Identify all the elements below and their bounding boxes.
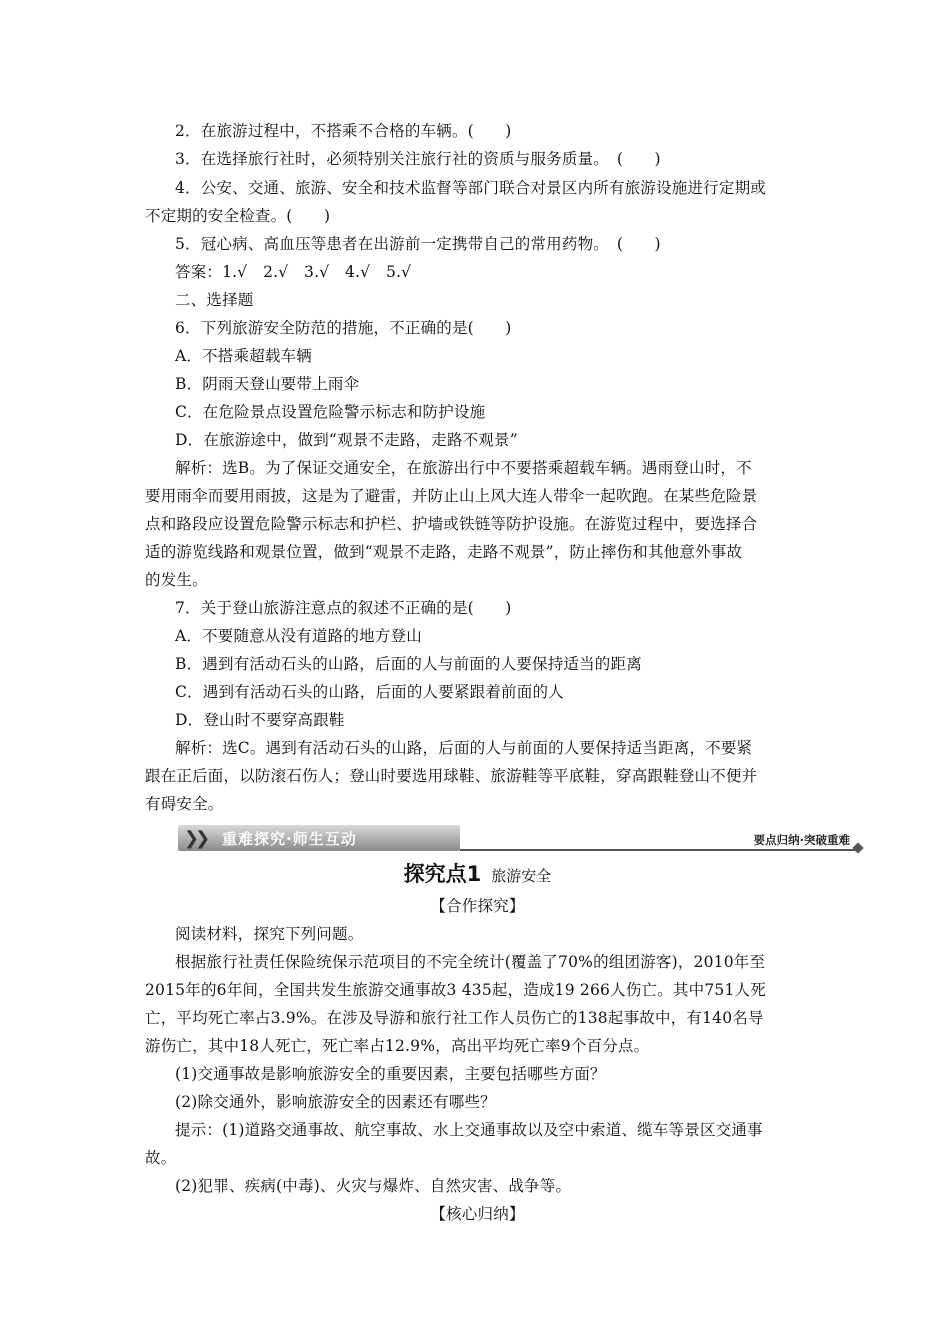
explore-point-title: 探究点1 xyxy=(403,862,482,886)
analysis-6-cont: 要用雨伞而要用雨披，这是为了避雷，并防止山上风大连人带伞一起吹跑。在某些危险景 xyxy=(145,487,758,505)
option-c: C．在危险景点设置危险警示标志和防护设施 xyxy=(175,403,486,421)
paragraph: 阅读材料，探究下列问题。 xyxy=(175,925,364,943)
hint: 提示：(1)道路交通事故、航空事故、水上交通事故以及空中索道、缆车等景区交通事 xyxy=(175,1121,763,1139)
analysis-6-cont: 适的游览线路和观景位置，做到“观景不走路，走路不观景”，防止摔伤和其他意外事故 xyxy=(145,543,743,561)
hint-2: (2)犯罪、疾病(中毒)、火灾与爆炸、自然灾害、战争等。 xyxy=(175,1177,572,1195)
answers: 答案：1.√ 2.√ 3.√ 4.√ 5.√ xyxy=(175,263,412,281)
section-banner xyxy=(178,822,868,854)
question-6: 6．下列旅游安全防范的措施，不正确的是( ) xyxy=(175,319,512,337)
option-a: A．不搭乘超载车辆 xyxy=(175,347,312,365)
coop-heading: 【合作探究】 xyxy=(430,897,525,915)
question-4: 4．公安、交通、旅游、安全和技术监督等部门联合对景区内所有旅游设施进行定期或 xyxy=(175,179,766,197)
question-1: (1)交通事故是影响旅游安全的重要因素，主要包括哪些方面？ xyxy=(175,1065,606,1083)
paragraph: 游伤亡，其中18人死亡，死亡率占12.9%，高出平均死亡率9个百分点。 xyxy=(145,1037,650,1055)
chevron-right-icon: ❯❯ xyxy=(184,828,207,849)
paragraph: 亡，平均死亡率占3.9%。在涉及导游和旅行社工作人员伤亡的138起事故中，有140名导 xyxy=(145,1009,764,1027)
option-a: A．不要随意从没有道路的地方登山 xyxy=(175,627,422,645)
paragraph: 2015年的6年间，全国共发生旅游交通事故3 435起，造成19 266人伤亡。其中751人死 xyxy=(145,981,766,999)
banner-tagline: 要点归纳·突破重难 xyxy=(753,833,850,847)
option-d: D．在旅游途中，做到“观景不走路，走路不观景” xyxy=(175,431,518,449)
option-c: C．遇到有活动石头的山路，后面的人要紧跟着前面的人 xyxy=(175,683,564,701)
banner-rule xyxy=(460,849,860,851)
analysis-6-cont: 的发生。 xyxy=(145,571,208,589)
explore-point-subtitle: 旅游安全 xyxy=(491,867,552,885)
question-2: (2)除交通外，影响旅游安全的因素还有哪些？ xyxy=(175,1093,496,1111)
hint-cont: 故。 xyxy=(145,1149,177,1167)
option-b: B．阴雨天登山要带上雨伞 xyxy=(175,375,360,393)
analysis-7: 解析：选C。遇到有活动石头的山路，后面的人与前面的人要保持适当距离，不要紧 xyxy=(175,739,753,757)
question-2: 2．在旅游过程中，不搭乘不合格的车辆。( ) xyxy=(175,122,512,140)
option-b: B．遇到有活动石头的山路，后面的人与前面的人要保持适当的距离 xyxy=(175,655,642,673)
analysis-6-cont: 点和路段应设置危险警示标志和护栏、护墙或铁链等防护设施。在游览过程中，要选择合 xyxy=(145,515,758,533)
section-heading: 二、选择题 xyxy=(175,291,254,309)
option-d: D．登山时不要穿高跟鞋 xyxy=(175,711,345,729)
analysis-7-cont: 有碍安全。 xyxy=(145,795,224,813)
question-4-cont: 不定期的安全检查。( ) xyxy=(145,207,331,225)
analysis-7-cont: 跟在正后面，以防滚石伤人；登山时要选用球鞋、旅游鞋等平底鞋，穿高跟鞋登山不便并 xyxy=(145,767,758,785)
diamond-icon xyxy=(852,842,863,853)
question-3: 3．在选择旅行社时，必须特别关注旅行社的资质与服务质量。 ( ) xyxy=(175,150,661,168)
question-5: 5．冠心病、高血压等患者在出游前一定携带自己的常用药物。 ( ) xyxy=(175,235,661,253)
paragraph: 根据旅行社责任保险统保示范项目的不完全统计(覆盖了70%的组团游客)，2010年至 xyxy=(175,953,766,971)
banner-title: 重难探究·师生互动 xyxy=(222,830,357,848)
analysis-6: 解析：选B。为了保证交通安全，在旅游出行中不要搭乘超载车辆。遇雨登山时，不 xyxy=(175,459,752,477)
core-heading: 【核心归纳】 xyxy=(430,1205,525,1223)
question-7: 7．关于登山旅游注意点的叙述不正确的是( ) xyxy=(175,599,512,617)
explore-point-heading xyxy=(145,858,810,888)
